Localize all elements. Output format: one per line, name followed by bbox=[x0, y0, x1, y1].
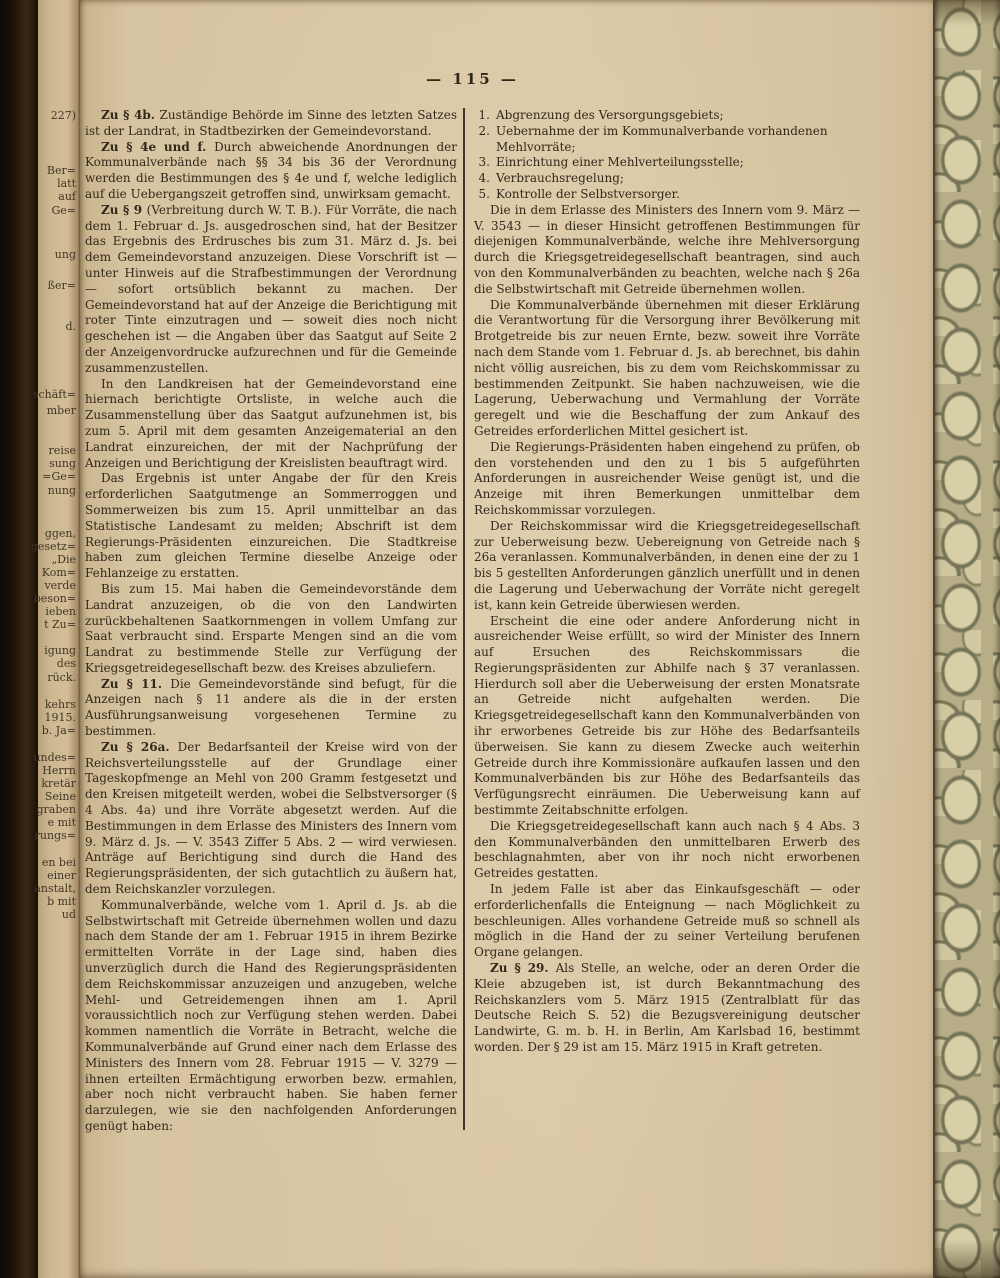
book-binding bbox=[0, 0, 38, 1278]
paragraph: In den Landkreisen hat der Gemeindevorstand eine hiernach berichtigte Ortsliste, in welche auch die Zusammenstellung über das Saatgut aufzunehmen ist, bis zum 5. April mit dem gesamten Anzeigematerial an den Landrat einzureichen, der mit der Nachprüfung der Anzeigen und Berichtigung der Kreislisten beauftragt wird. bbox=[85, 376, 457, 470]
spine-fragment: ßer= bbox=[47, 279, 76, 292]
spine-fragment: kretär bbox=[41, 777, 76, 790]
spine-fragment: ud bbox=[61, 908, 76, 921]
paragraph: Zu § 9 (Verbreitung durch W. T. B.). Für Vorräte, die nach dem 1. Februar d. Js. ausgedroschen sind, hat der Besitzer das Ergebnis des Erdrusches bis zum 31. März d. Js. bei dem Gemeindevorstand anzuzeigen. Diese Vorschrift ist — unter Hinweis auf die Strafbestimmungen der Verordnung — sofort ortsüblich bekannt zu machen. Der Gemeindevorstand hat auf der Anzeige die Berichtigung mit roter Tinte einzutragen und — soweit dies noch nicht geschehen ist — die Angaben über das Saatgut auf Seite 2 der Anzeigenvordrucke aufzurechnen und für die Gemeinde zusammenzustellen. bbox=[85, 202, 457, 375]
paragraph: Erscheint die eine oder andere Anforderung nicht in ausreichender Weise erfüllt, so wird der Minister des Innern auf Ersuchen des Reichskommissars die Regierungspräsidenten zur Abhilfe nach § 37 veranlassen. Hierdurch soll aber die Ueberweisung der ersten Monatsrate an Getreide nicht aufgehalten werden. Die Kriegsgetreidegesellschaft kann den Kommunalverbänden von ihr erworbenes Getreide bis zur Höhe des Bedarfsanteils überweisen. Sie kann zu diesem Zwecke auch weiterhin Getreide durch ihre Kommissionäre aufkaufen lassen und den Kommunalverbänden bis zur Höhe des Bedarfsanteils das Verfügungsrecht einräumen. Die Ueberweisung kann auf bestimmte Zeitabschnitte erfolgen. bbox=[474, 613, 860, 818]
list-item bbox=[474, 155, 860, 171]
list-item-text: Einrichtung einer Mehlverteilungsstelle; bbox=[496, 155, 744, 170]
paragraph: Der Reichskommissar wird die Kriegsgetreidegesellschaft zur Ueberweisung bezw. Uebereignung von Getreide nach § 26a veranlassen. Kommunalverbänden, in denen eine der zu 1 bis 5 gestellten Anforderungen gänzlich unerfüllt und in denen die Lagerung und Ueberwachung der Vorräte nicht geregelt ist, kann kein Getreide überwiesen werden. bbox=[474, 518, 860, 612]
list-item bbox=[474, 187, 860, 203]
right-column bbox=[474, 108, 860, 1056]
spine-fragment: Kom= bbox=[41, 566, 76, 579]
paragraph: Das Ergebnis ist unter Angabe der für den Kreis erforderlichen Saatgutmenge an Sommerroggen und Sommerweizen bis zum 15. April unmittelbar an das Statistische Landesamt zu melden; Abschrift ist dem Regierungs-Präsidenten einzureichen. Die Stadtkreise haben zum gleichen Termine dieselbe Anzeige oder Fehlanzeige zu erstatten. bbox=[85, 471, 457, 581]
spine-fragment: b. Ja= bbox=[41, 724, 76, 737]
list-item-number: 5. bbox=[478, 186, 490, 201]
paragraph: Die Regierungs-Präsidenten haben eingehend zu prüfen, ob den vorstehenden und den zu 1 bis 5 aufgeführten Anforderungen in ausreichender Weise genügt ist, und die Anzeige mit ihren Bemerkungen unmittelbar dem Reichskommissar vorzulegen. bbox=[474, 439, 860, 517]
spine-fragment: Ber= bbox=[46, 164, 76, 177]
spine-fragment: verde bbox=[44, 579, 76, 592]
paragraph: Die Kommunalverbände übernehmen mit dieser Erklärung die Verantwortung für die Versorgung ihrer Bevölkerung mit Brotgetreide bis zur neuen Ernte, bezw. soweit ihre Vorräte nach dem Stande vom 1. Februar d. Js. ab berechnet, bis dahin nicht völlig ausreichen, bis zu dem vom Reichskommissar zu bestimmenden Zeitpunkt. Sie haben nachzuweisen, wie die Lagerung, Ueberwachung und Vermahlung der Vorräte geregelt und wie die Beschaffung der zum Ankauf des Getreides erforderlichen Mittel gesichert ist. bbox=[474, 297, 860, 438]
spine-fragment: beson= bbox=[33, 592, 76, 605]
spine-fragment: graben bbox=[36, 803, 76, 816]
paragraph: Die in dem Erlasse des Ministers des Innern vom 9. März — V. 3543 — in dieser Hinsicht getroffenen Bestimmungen für diejenigen Kommunalverbände, welche ihre Mehlversorgung durch die Kriegsgetreidegesellschaft beantragen, sind auch von den Kommunalverbänden zu beachten, welche nach § 26a die Selbstwirtschaft mit Getreide übernehmen wollen. bbox=[474, 202, 860, 296]
paragraph: In jedem Falle ist aber das Einkaufsgeschäft — oder erforderlichenfalls die Enteignung — nach Möglichkeit zu beschleunigen. Alles vorhandene Getreide muß so schnell als möglich in die Hand der zu seiner Verteilung berufenen Organe gelangen. bbox=[474, 882, 860, 960]
spine-fragment: gesetz= bbox=[30, 540, 76, 553]
spine-fragment: Herrn bbox=[42, 764, 76, 777]
spine-fragment: kehrs bbox=[44, 698, 76, 711]
list-item bbox=[474, 171, 860, 187]
spine-fragment: ieben bbox=[45, 605, 76, 618]
page-content bbox=[85, 70, 860, 1133]
paragraph: Zu § 26a. Der Bedarfsanteil der Kreise wird von der Reichsverteilungsstelle auf der Grundlage einer Tageskopfmenge an Mehl von 200 Gramm festgesetzt und den Kreisen mitgeteilt werden, wobei die Selbstversorger (§ 4 Abs. 4a) und ihre Vorräte abgesetzt werden. Auf die Bestimmungen in dem Erlasse des Ministers des Innern vom 9. März d. Js. — V. 3543 Ziffer 5 Abs. 2 — wird verwiesen. Anträge auf Berichtigung sind durch die Hand des Regierungspräsidenten, der sich gutachtlich zu äußern hat, dem Reichskanzler vorzulegen. bbox=[85, 739, 457, 897]
spine-fragment: schäft= bbox=[32, 388, 76, 401]
paragraph-lead: Zu § 26a. bbox=[101, 739, 178, 754]
spine-fragment: t Zu= bbox=[44, 618, 76, 631]
spine-fragment: 1915. bbox=[44, 711, 76, 724]
paragraph: Zu § 4e und f. Durch abweichende Anordnungen der Kommunalverbände nach §§ 34 bis 36 der Verordnung werden die Bestimmungen des § 4e und f, welche lediglich auf die Uebergangszeit getroffen sind, unwirksam gemacht. bbox=[85, 139, 458, 201]
spine-fragment: einer bbox=[47, 869, 76, 882]
spine-fragment: ggen, bbox=[44, 527, 76, 540]
list-item-text: Kontrolle der Selbstversorger. bbox=[496, 186, 680, 201]
spine-fragment: Seine bbox=[44, 790, 76, 803]
spine-fragment: =Ge= bbox=[42, 470, 76, 483]
spine-fragment: b mit bbox=[47, 895, 76, 908]
spine-fragment: latt bbox=[57, 177, 76, 190]
spine-fragment: „Die bbox=[51, 553, 76, 566]
spine-fragment: reise bbox=[48, 444, 76, 457]
page-number: — 115 — bbox=[426, 70, 519, 88]
list-item-text: Verbrauchsregelung; bbox=[496, 171, 624, 186]
list-item-number: 4. bbox=[478, 171, 490, 186]
spine-fragment: undes= bbox=[33, 751, 76, 764]
list-item bbox=[474, 108, 860, 124]
marbled-fore-edge bbox=[933, 0, 1000, 1278]
paragraph: Zu § 4b. Zuständige Behörde im Sinne des letzten Satzes ist der Landrat, in Stadtbezirken der Gemeindevorstand. bbox=[85, 108, 457, 138]
previous-page-edge bbox=[30, 0, 80, 1278]
spine-fragment: e mit bbox=[47, 816, 76, 829]
spine-fragment: auf bbox=[58, 190, 76, 203]
spine-fragment: mber bbox=[46, 404, 76, 417]
spine-fragment: 227) bbox=[50, 109, 76, 122]
list-item bbox=[474, 124, 860, 156]
paragraph: Bis zum 15. Mai haben die Gemeindevorstände dem Landrat anzuzeigen, ob die von den Landwirten zurückbehaltenen Saatkornmengen in vollem Umfang zur Saat verbraucht sind. Ersparte Mengen sind an die vom Landrat zu bestimmende Stelle zur Verfügung der Kriegsgetreidegesellschaft bezw. des Kreises abzuliefern. bbox=[85, 581, 457, 675]
left-column bbox=[85, 108, 457, 1135]
list-item-text: Abgrenzung des Versorgungsgebiets; bbox=[496, 108, 724, 122]
list-item-number: 1. bbox=[478, 108, 490, 122]
spine-fragment: anstalt, bbox=[34, 882, 76, 895]
spine-fragment: sung bbox=[49, 457, 76, 470]
paragraph: Kommunalverbände, welche vom 1. April d. Js. ab die Selbstwirtschaft mit Getreide übernehmen wollen und dazu nach dem Stande der am 1. Februar 1915 in ihrem Bezirke ermittelten Vorräte in der Lage sind, haben dies unverzüglich durch die Hand des Regierungspräsidenten dem Reichskommissar anzuzeigen und anzugeben, welche Mehl- und Getreidemengen ihnen am 1. April voraussichtlich noch zur Verfügung stehen werden. Dabei kommen namentlich die Vorräte in Betracht, welche die Kommunalverbände auf Grund einer nach dem Erlasse des Ministers des Innern vom 28. Februar 1915 — V. 3279 — ihnen erteilten Ermächtigung erworben bezw. ermahlen, aber noch nicht verbraucht haben. Sie haben ferner darzulegen, wie sie den nachfolgenden Anforderungen genügt haben: bbox=[85, 897, 457, 1133]
scanned-page bbox=[80, 0, 933, 1278]
paragraph: Die Kriegsgetreidegesellschaft kann auch nach § 4 Abs. 3 den Kommunalverbänden den unmittelbaren Erwerb des beschlagnahmten, aber von ihr noch nicht erworbenen Getreides gestatten. bbox=[474, 818, 860, 881]
paragraph-lead: Zu § 11. bbox=[101, 676, 171, 691]
spine-fragment: des bbox=[56, 657, 76, 670]
spine-fragment: rück. bbox=[47, 671, 76, 684]
spine-fragment: en bei bbox=[41, 856, 76, 869]
list-item-number: 3. bbox=[478, 155, 490, 170]
column-divider bbox=[463, 108, 465, 1130]
list-item-text: Uebernahme der im Kommunalverbande vorhandenen Mehlvorräte; bbox=[496, 123, 828, 154]
paragraph: Zu § 11. Die Gemeindevorstände sind befugt, für die Anzeigen nach § 11 andere als die in der ersten Ausführungsanweisung vorgesehenen Termine zu bestimmen. bbox=[85, 676, 457, 739]
spine-fragment: igung bbox=[44, 644, 76, 657]
spine-fragment: d. bbox=[65, 320, 76, 333]
paragraph-lead: Zu § 29. bbox=[490, 961, 556, 976]
spine-fragment: ung bbox=[54, 248, 76, 261]
spine-fragment: nung bbox=[47, 484, 76, 497]
list-item-number: 2. bbox=[478, 123, 490, 138]
paragraph-lead: Zu § 4e und f. bbox=[101, 139, 215, 154]
paragraph-lead: Zu § 9 bbox=[101, 202, 147, 217]
spine-fragment: Ge= bbox=[51, 204, 76, 217]
spine-fragment: rungs= bbox=[34, 829, 76, 842]
paragraph-lead: Zu § 4b. bbox=[101, 108, 160, 122]
paragraph: Zu § 29. Als Stelle, an welche, oder an deren Order die Kleie abzugeben ist, ist durch Bekanntmachung des Reichskanzlers vom 5. März 1915 (Zentralblatt für das Deutsche Reich S. 52) die Bezugsvereinigung deutscher Landwirte, G. m. b. H. in Berlin, Am Karlsbad 16, bestimmt worden. Der § 29 ist am 15. März 1915 in Kraft getreten. bbox=[474, 961, 860, 1055]
